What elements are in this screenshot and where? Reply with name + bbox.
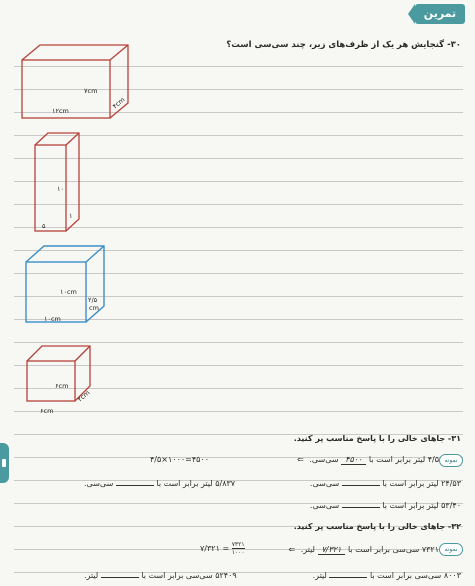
- q31-item-3-text: ۵۳/۴۰ لیتر برابر است با: [382, 501, 461, 510]
- q32-calc-fraction: [232, 541, 245, 556]
- q30-title: ۳۰- گنجایش هر یک از ظرف‌های زیر، چند سی‌سی است؟: [226, 40, 461, 50]
- exercise-badge: تمرین: [415, 4, 465, 24]
- q31-title: ۳۱- جاهای خالی را با پاسخ مناسب پر کنید.: [293, 434, 461, 443]
- box3-width-label: ۱۰cm: [44, 315, 61, 323]
- q31-item-1-unit: سی‌سی.: [309, 479, 340, 488]
- q32-item-1: [313, 570, 461, 580]
- implies-arrow-icon-2: ⇐: [288, 545, 296, 554]
- q32-example-text-b: لیتر.: [300, 545, 315, 554]
- q31-example-text-b: سی‌سی.: [309, 455, 339, 464]
- q32-example-calc: ۷/۳۲۱ = $\frac{۷۳۲۱}{۱۰۰۰}$: [200, 541, 245, 556]
- q31-example-badge: نمونه: [439, 454, 463, 467]
- box1-depth-label: ۴cm: [111, 95, 127, 111]
- box2-depth-label: ۱: [69, 212, 73, 220]
- q32-item-1-unit: لیتر.: [312, 571, 327, 580]
- q31-example-text-a: ۴/۵ لیتر برابر است با: [368, 455, 439, 464]
- implies-arrow-icon: ⇐: [297, 455, 304, 464]
- q32-item-1-text: ۸۰۰۳ سی‌سی برابر است با: [369, 571, 461, 580]
- q31-example-calc: ۴/۵×۱۰۰۰=۴۵۰۰: [150, 455, 210, 464]
- q31-item-1-blank[interactable]: [342, 478, 380, 486]
- q31-item-3: [310, 500, 461, 510]
- q32-title: ۳۲- جاهای خالی را با پاسخ مناسب پر کنید.: [293, 522, 461, 531]
- q31-item-3-unit: سی‌سی.: [309, 501, 340, 510]
- box4-depth-label: ۲cm: [76, 388, 92, 404]
- q32-example-fill: ۷/۳۲۱: [318, 545, 346, 555]
- box2-height-label: ۱۰: [57, 185, 64, 193]
- q31-example-fill: ۴۵۰۰: [341, 455, 366, 465]
- q31-item-2-unit: سی‌سی.: [84, 479, 114, 488]
- q31-item-1-text: ۲۴/۵۳ لیتر برابر است با: [382, 479, 461, 488]
- q32-item-2-blank[interactable]: [101, 570, 139, 578]
- q31-item-2: [84, 478, 235, 488]
- box3-depth-label-unit: cm: [89, 304, 99, 312]
- q31-item-1: [310, 478, 461, 488]
- q32-item-2-unit: لیتر.: [84, 571, 99, 580]
- q32-example-badge: نمونه: [439, 543, 463, 556]
- side-tab: [0, 443, 9, 483]
- q32-calc-denominator: ۱۰۰۰: [231, 549, 245, 556]
- box1-height-label: ۷cm: [84, 87, 98, 95]
- q32-calc-result: ۷/۳۲۱: [200, 544, 220, 553]
- q31-item-2-text: ۵/۸۳۷ لیتر برابر است با: [156, 479, 236, 488]
- q32-item-2: [84, 570, 237, 580]
- q31-example: [297, 455, 439, 464]
- q32-example-text-a: ۷۳۲۱ سی‌سی برابر است با: [347, 545, 439, 554]
- box3-depth-label-value: ۲/۵: [88, 296, 98, 304]
- q32-item-1-blank[interactable]: [329, 570, 367, 578]
- box2-width-label: ۵: [42, 222, 46, 230]
- box4-height-label: ۶cm: [55, 382, 69, 390]
- q32-item-2-text: ۵۲۴۰۹ سی‌سی برابر است با: [141, 571, 237, 580]
- q31-item-3-blank[interactable]: [342, 500, 380, 508]
- box4-width-label: ۶cm: [40, 407, 54, 415]
- q31-item-2-blank[interactable]: [116, 478, 154, 486]
- box1-width-label: ۱۲cm: [52, 107, 69, 115]
- q32-calc-numerator: ۷۳۲۱: [231, 541, 245, 548]
- box3-height-label: ۱۰cm: [60, 288, 77, 296]
- q32-example: [288, 545, 439, 554]
